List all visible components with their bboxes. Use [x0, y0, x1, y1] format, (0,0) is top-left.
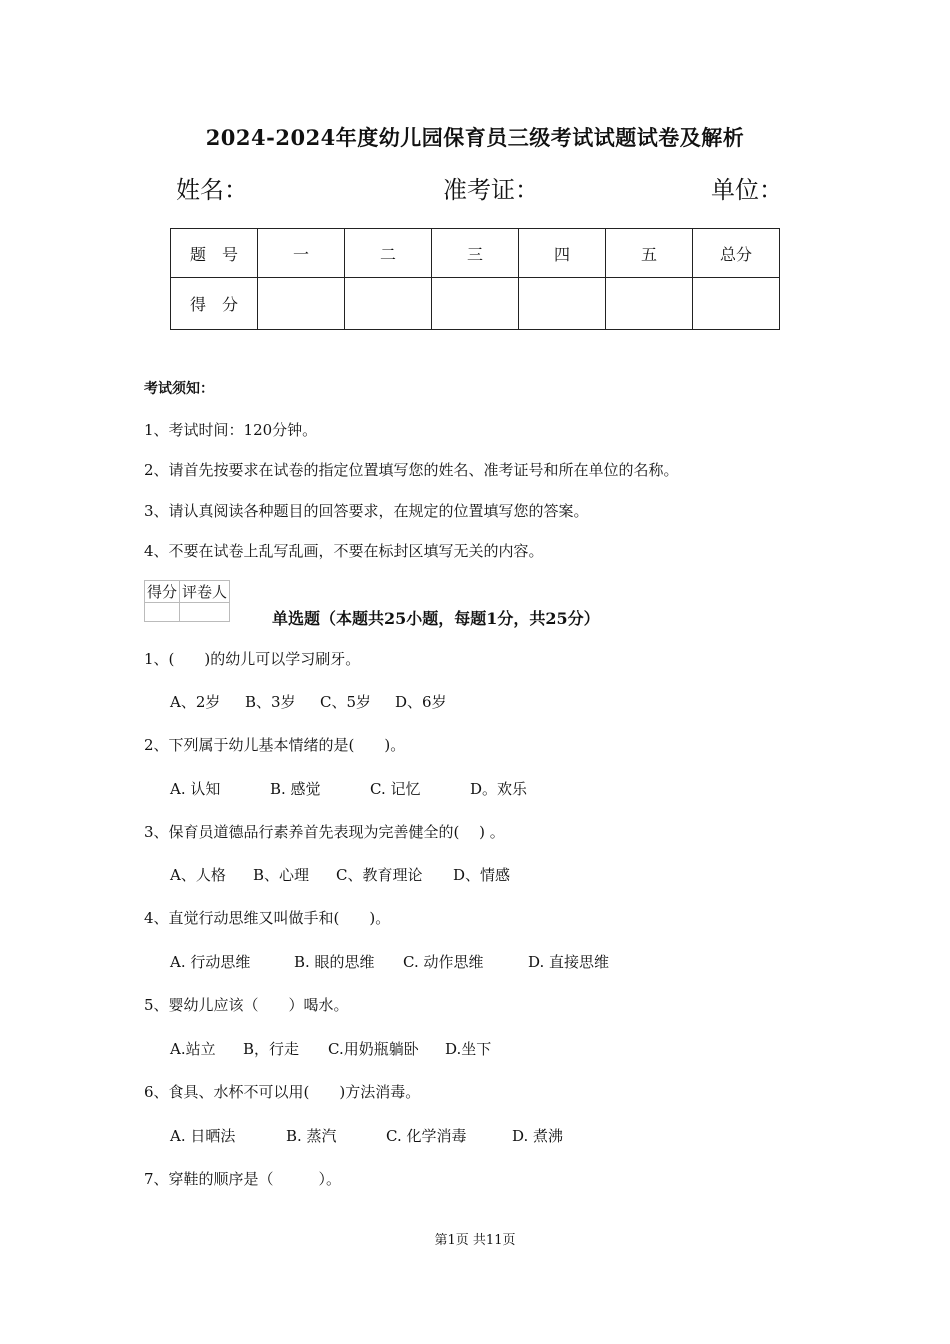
option[interactable]: A. 日晒法 [170, 1127, 236, 1145]
option[interactable]: B、心理 [253, 866, 310, 884]
score-table-score-row [171, 278, 780, 330]
notice-item: 2、请首先按要求在试卷的指定位置填写您的姓名、准考证号和所在单位的名称。 [144, 461, 679, 479]
score-header-cell: 题 号 [171, 229, 258, 278]
option[interactable]: C. 动作思维 [403, 953, 484, 971]
section-title: 单选题（本题共25小题，每题1分，共25分） [272, 609, 600, 628]
document-title: 2024-2024年度幼儿园保育员三级考试试题试卷及解析 [205, 125, 745, 150]
question-options [170, 691, 447, 712]
option[interactable]: B. 感觉 [270, 780, 321, 798]
question-text: 3、保育员道德品行素养首先表现为完善健全的( ) 。 [144, 823, 505, 841]
score-table-header-row [171, 229, 780, 278]
option[interactable]: A. 认知 [170, 780, 221, 798]
option[interactable]: D. 煮沸 [512, 1127, 564, 1145]
question-options [170, 1038, 491, 1059]
question-text: 4、直觉行动思维又叫做手和( )。 [144, 909, 391, 927]
option[interactable]: D。欢乐 [470, 780, 528, 798]
option[interactable]: C. 化学消毒 [386, 1127, 467, 1145]
score-header-cell: 五 [606, 229, 693, 278]
score-cell[interactable] [693, 278, 780, 330]
question-text: 2、下列属于幼儿基本情绪的是( )。 [144, 736, 406, 754]
grader-box [144, 580, 230, 622]
option[interactable]: D. 直接思维 [528, 953, 610, 971]
grader-name-cell[interactable] [180, 603, 230, 622]
score-header-cell: 总分 [693, 229, 780, 278]
option[interactable]: B、3岁 [245, 693, 296, 711]
notice-item: 4、不要在试卷上乱写乱画，不要在标封区填写无关的内容。 [144, 542, 544, 560]
question-options [170, 864, 510, 885]
option[interactable]: D.坐下 [445, 1040, 492, 1058]
option[interactable]: B，行走 [243, 1040, 300, 1058]
question-text: 1、( )的幼儿可以学习刷牙。 [144, 650, 361, 668]
option[interactable]: D、6岁 [395, 693, 447, 711]
grader-score-label: 得分 [145, 581, 180, 603]
score-header-cell: 一 [258, 229, 345, 278]
option[interactable]: B. 蒸汽 [286, 1127, 337, 1145]
score-table [170, 228, 780, 330]
unit-field-label: 单位： [711, 176, 783, 204]
option[interactable]: A、人格 [170, 866, 226, 884]
score-cell[interactable] [432, 278, 519, 330]
notice-title: 考试须知： [144, 381, 214, 397]
grader-score-cell[interactable] [145, 603, 180, 622]
score-header-cell: 三 [432, 229, 519, 278]
page-footer: 第1页 共11页 [434, 1233, 516, 1248]
grader-box-blank-row [145, 603, 230, 622]
notice-item: 1、考试时间：120分钟。 [144, 421, 318, 439]
exam-id-field-label: 准考证： [443, 176, 539, 204]
score-header-cell: 四 [519, 229, 606, 278]
question-text: 5、婴幼儿应该（ ）喝水。 [144, 996, 349, 1014]
grader-name-label: 评卷人 [180, 581, 230, 603]
score-cell[interactable] [606, 278, 693, 330]
score-cell[interactable] [519, 278, 606, 330]
question-options [170, 1125, 563, 1146]
question-options [170, 951, 609, 972]
question-text: 6、食具、水杯不可以用( )方法消毒。 [144, 1083, 421, 1101]
option[interactable]: C、5岁 [320, 693, 372, 711]
score-header-cell: 二 [345, 229, 432, 278]
option[interactable]: A. 行动思维 [170, 953, 251, 971]
option[interactable]: C.用奶瓶躺卧 [328, 1040, 419, 1058]
option[interactable]: D、情感 [453, 866, 511, 884]
option[interactable]: A.站立 [170, 1040, 216, 1058]
grader-box-header [145, 581, 230, 603]
option[interactable]: A、2岁 [170, 693, 221, 711]
score-cell[interactable] [258, 278, 345, 330]
option[interactable]: B. 眼的思维 [294, 953, 375, 971]
option[interactable]: C. 记忆 [370, 780, 421, 798]
notice-item: 3、请认真阅读各种题目的回答要求，在规定的位置填写您的答案。 [144, 502, 589, 520]
score-row-label: 得 分 [171, 278, 258, 330]
score-cell[interactable] [345, 278, 432, 330]
question-options [170, 778, 527, 799]
option[interactable]: C、教育理论 [336, 866, 423, 884]
question-text: 7、穿鞋的顺序是（ ）。 [144, 1170, 342, 1188]
name-field-label: 姓名： [176, 176, 248, 204]
